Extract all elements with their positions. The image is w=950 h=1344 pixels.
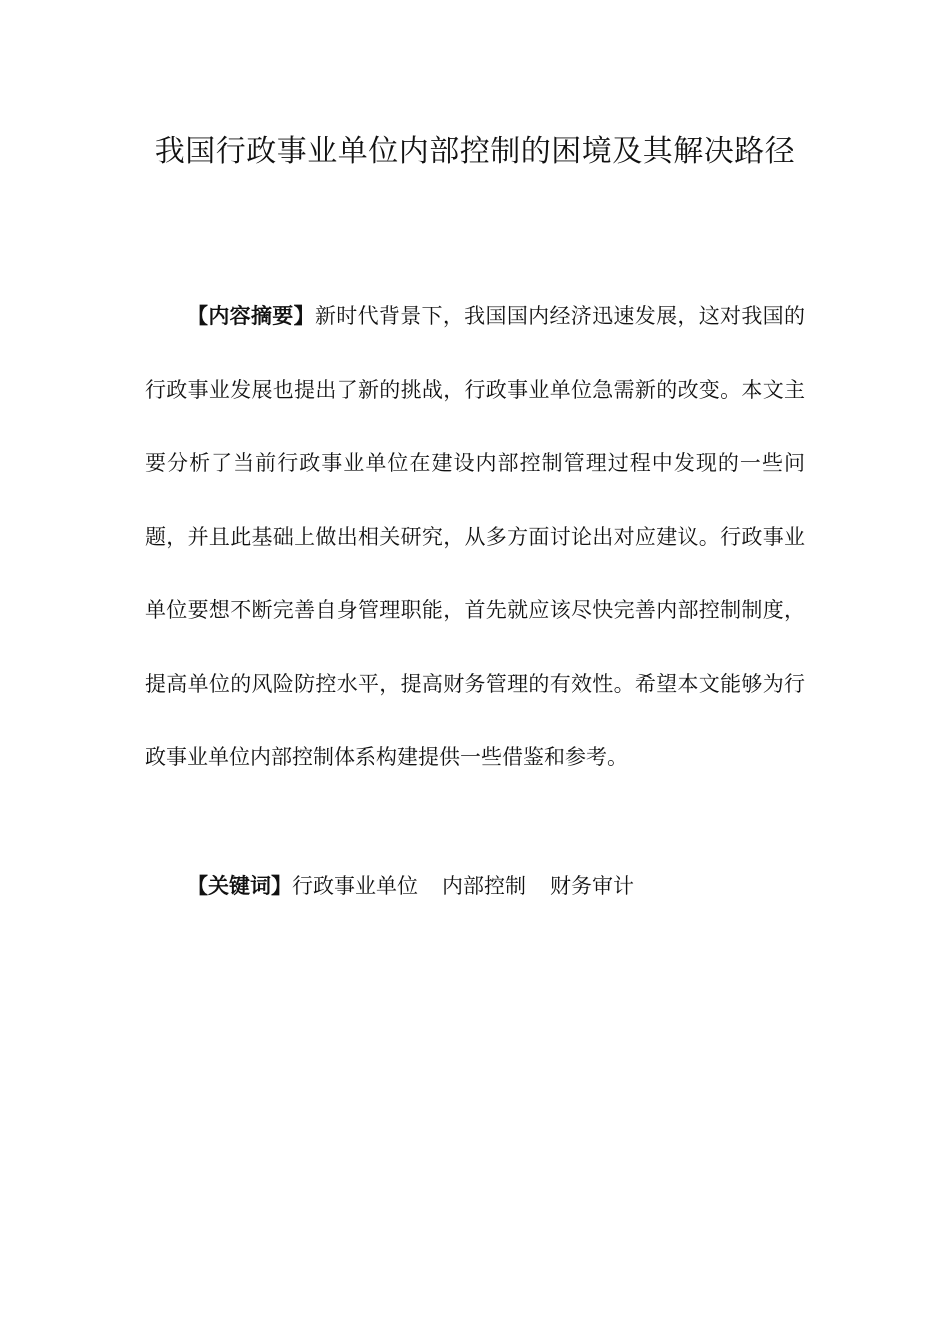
abstract-paragraph <box>145 280 805 795</box>
abstract-text: 新时代背景下，我国国内经济迅速发展，这对我国的行政事业发展也提出了新的挑战，行政事业单位急需新的改变。本文主要分析了当前行政事业单位在建设内部控制管理过程中发现的一些问题，并且此基础上做出相关研究，从多方面讨论出对应建议。行政事业单位要想不断完善自身管理职能，首先就应该尽快完善内部控制制度，提高单位的风险防控水平，提高财务管理的有效性。希望本文能够为行政事业单位内部控制体系构建提供一些借鉴和参考。 <box>145 304 806 769</box>
keywords-line <box>145 868 805 904</box>
document-title: 我国行政事业单位内部控制的困境及其解决路径 <box>154 134 796 169</box>
keyword-item: 行政事业单位 <box>292 874 418 898</box>
keyword-item: 内部控制 <box>442 874 526 898</box>
keyword-item: 财务审计 <box>550 874 634 898</box>
abstract-label: 【内容摘要】 <box>187 304 315 328</box>
keywords-label: 【关键词】 <box>187 874 292 898</box>
